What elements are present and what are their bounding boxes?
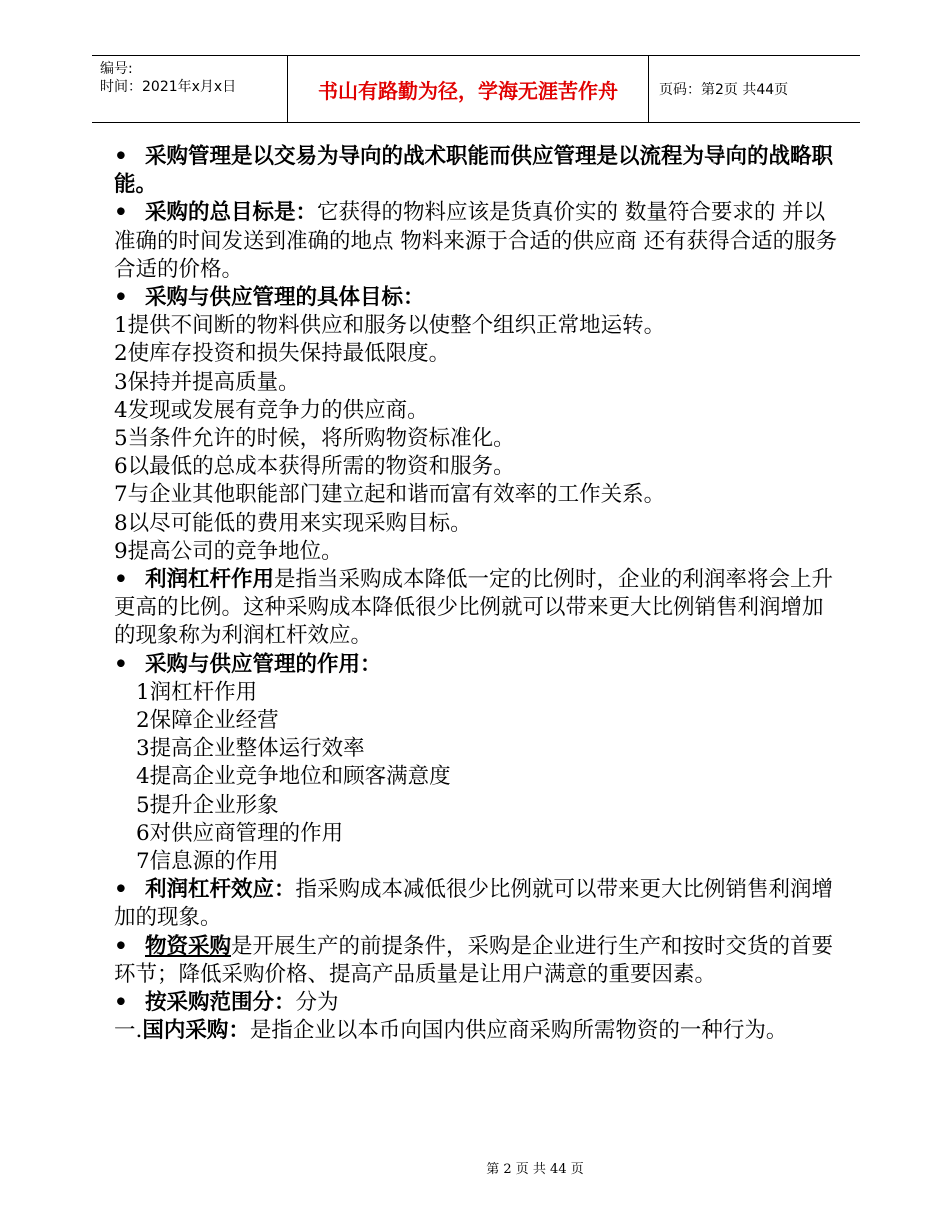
bold-text: 采购与供应管理的具体目标：	[145, 285, 425, 311]
bold-text: 利润杠杆效应：	[145, 877, 296, 903]
bold-text: 采购的总目标是：	[145, 200, 318, 226]
paragraph-9	[114, 1017, 838, 1045]
goal-item: 2使库存投资和损失保持最低限度。	[114, 341, 451, 367]
bullet-icon: •	[114, 285, 128, 311]
bold-text: 利润杠杆作用	[145, 567, 275, 593]
goal-item: 5当条件允许的时候，将所购物资标准化。	[114, 426, 515, 452]
underlined-link-text: 物资采购	[145, 933, 232, 959]
goal-item: 3保持并提高质量。	[114, 369, 300, 395]
bold-text: 国内采购：	[142, 1018, 250, 1044]
body-text: 分为	[295, 990, 339, 1016]
role-item: 1润杠杆作用	[136, 679, 258, 705]
body-text: 是指当采购成本降低一定的比例时，企业的利润率将会上升更高的比例。这种采购成本降低很少比例就可以带来更大比例销售利润增加的现象称为利润杠杆效应。	[114, 567, 834, 649]
bullet-icon: •	[114, 990, 128, 1016]
goal-item: 7与企业其他职能部门建立起和谐而富有效率的工作关系。	[114, 482, 666, 508]
role-item: 7信息源的作用	[136, 849, 279, 875]
paragraph-3	[114, 284, 838, 312]
bullet-icon: •	[114, 877, 128, 903]
goal-item: 8以尽可能低的费用来实现采购目标。	[114, 510, 472, 536]
header-page-info: 页码：第2页 共44页	[659, 82, 789, 98]
bullet-icon: •	[114, 651, 128, 677]
paragraph-2	[114, 199, 838, 284]
header-motto: 书山有路勤为径，学海无涯苦作舟	[287, 56, 649, 122]
role-item: 6对供应商管理的作用	[136, 820, 344, 846]
paragraph-4	[114, 566, 838, 651]
paragraph-7	[114, 933, 838, 989]
role-item: 3提高企业整体运行效率	[136, 736, 365, 762]
page-header	[92, 55, 860, 123]
list-prefix: 一.	[114, 1018, 143, 1044]
body-text: 是开展生产的前提条件，采购是企业进行生产和按时交货的首要环节；降低采购价格、提高产品质量是让用户满意的重要因素。	[114, 933, 834, 987]
bullet-icon: •	[114, 933, 128, 959]
bullet-icon: •	[114, 567, 128, 593]
body-text: 它获得的物料应该是货真价实的 数量符合要求的 并以准确的时间发送到准确的地点 物料来源于合适的供应商 还有获得合适的服务 合适的价格。	[114, 200, 838, 282]
body-text: 指采购成本减低很少比例就可以带来更大比例销售利润增加的现象。	[114, 877, 834, 931]
role-item: 2保障企业经营	[136, 708, 279, 734]
header-meta	[92, 56, 287, 122]
goal-item: 6以最低的总成本获得所需的物资和服务。	[114, 454, 515, 480]
paragraph-5	[114, 651, 838, 679]
paragraph-1	[114, 143, 838, 199]
bold-text: 按采购范围分：	[145, 990, 296, 1016]
document-body	[114, 143, 838, 1046]
role-item: 4提高企业竞争地位和顾客满意度	[136, 764, 451, 790]
body-text: 是指企业以本币向国内供应商采购所需物资的一种行为。	[249, 1018, 788, 1044]
bullet-icon: •	[114, 144, 128, 169]
page-footer: 第 2 页 共 44 页	[486, 1162, 584, 1177]
role-item: 5提升企业形象	[136, 792, 279, 818]
bold-text: 采购管理是以交易为导向的战术职能而供应管理是以流程为导向的战略职能。	[114, 144, 834, 198]
goal-item: 1提供不间断的物料供应和服务以使整个组织正常地运转。	[114, 313, 666, 339]
goal-item: 9提高公司的竞争地位。	[114, 538, 343, 564]
number-label: 编号:	[100, 61, 133, 77]
paragraph-8	[114, 989, 838, 1017]
time-label: 时间：2021年x月x日	[100, 79, 237, 95]
bullet-icon: •	[114, 200, 128, 226]
paragraph-6	[114, 876, 838, 932]
goal-item: 4发现或发展有竞争力的供应商。	[114, 397, 429, 423]
bold-text: 采购与供应管理的作用：	[145, 651, 382, 677]
